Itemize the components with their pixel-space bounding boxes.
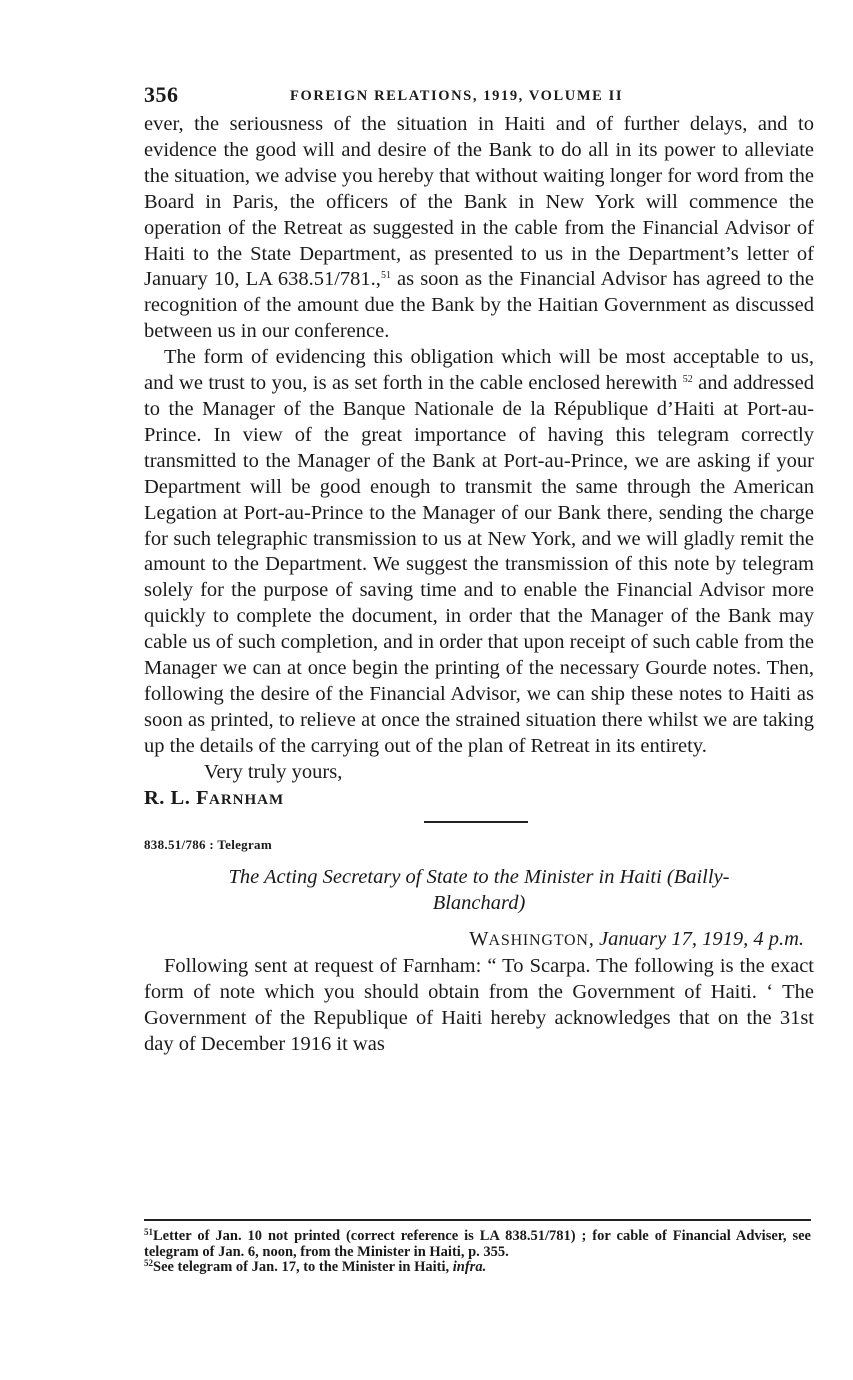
footnote-52-text: See telegram of Jan. 17, to the Minister in Haiti, bbox=[153, 1259, 453, 1275]
telegram-body bbox=[144, 954, 814, 1058]
document-page bbox=[144, 82, 814, 1058]
letter-paragraph-1-text: ever, the seriousness of the situation in Haiti and of further delays, and to evidence the good will and desire of the Bank to do all in its power to alleviate the situation, we advise you hereby that without waiting longer for word from the Board in Paris, the officers of the Bank in New York will commence the operation of the Retreat as suggested in the cable from the Financial Advisor of Haiti to the State Department, as presented to us in the Department’s letter of January 10, LA 638.51/781., bbox=[144, 113, 814, 291]
footnote-reference-51: 51 bbox=[380, 270, 391, 282]
signature-initials: R. L. F bbox=[144, 786, 209, 809]
running-head-title: FOREIGN RELATIONS, 1919, VOLUME II bbox=[290, 88, 624, 104]
telegram-heading bbox=[144, 865, 814, 916]
footnote-52-marker: 52 bbox=[144, 1258, 153, 1268]
footnote-reference-52: 52 bbox=[682, 374, 693, 386]
letter-paragraph-1-end: as soon as the Financial Advisor has agreed to the recognition of the amount due the Bank by the Haitian Government as discussed between us in our conference. bbox=[144, 268, 814, 343]
dateline-place-initial: W bbox=[469, 928, 489, 951]
footnote-52 bbox=[144, 1260, 811, 1276]
letter-closing: Very truly yours, bbox=[204, 760, 343, 783]
footnote-52-italic: infra. bbox=[452, 1259, 487, 1275]
footnote-51-text: Letter of Jan. 10 not printed (correct reference is LA 838.51/781) ; for cable of Financial Adviser, see telegram of Jan. 6, noon, from the Minister in Haiti, p. 355. bbox=[144, 1228, 811, 1260]
telegram-file-reference: 838.51/786 : Telegram bbox=[144, 837, 272, 853]
letter-paragraph-2-start: The form of evidencing this obligation which will be most acceptable to us, and we trust to you, is as set forth in the cable enclosed herewith bbox=[144, 346, 814, 395]
section-divider bbox=[424, 821, 528, 823]
page-number: 356 bbox=[144, 82, 179, 107]
footnote-51-marker: 51 bbox=[144, 1227, 153, 1237]
dateline-place: ASHINGTON bbox=[488, 932, 589, 950]
letter-paragraph-2-end: and addressed to the Manager of the Banque Nationale de la République d’Haiti at Port-au-Prince. In view of the great importance of having this telegram correctly transmitted to the Manager of the Bank at Port-au-Prince, we are asking if your Department will be good enough to transmit the same through the American Legation at Port-au-Prince to the Manager of our Bank there, sending the charge for such telegraphic transmission to us at New York, and we will gladly remit the amount to the Department. We suggest the transmission of this note by telegram solely for the purpose of saving time and to enable the Financial Advisor more quickly to complete the document, in order that the Manager of the Bank may cable us of such completion, and in order that upon receipt of such cable from the Manager we can at once begin the printing of the necessary Gourde notes. Then, following the desire of the Financial Advisor, we can ship these notes to Haiti as soon as printed, to relieve at once the strained situation there whilst we are taking up the details of the carrying out of the plan of Retreat in its entirety. bbox=[144, 372, 814, 757]
footnotes bbox=[144, 1229, 811, 1276]
dateline-date: , January 17, 1919, 4 p.m. bbox=[588, 928, 804, 951]
telegram-dateline bbox=[144, 926, 814, 954]
telegram-paragraph: Following sent at request of Farnham: “ To Scarpa. The following is the exact form of note which you should obtain from the Government of Haiti. ‘ The Government of the Republique of Haiti hereby acknowledges that on the 31st day of December 1916 it was bbox=[144, 955, 814, 1056]
telegram-heading-line-1: The Acting Secretary of State to the Minister in Haiti (Bailly- bbox=[228, 866, 730, 889]
letter-body bbox=[144, 112, 814, 813]
signature-surname: ARNHAM bbox=[209, 791, 285, 808]
letter-signature bbox=[144, 786, 814, 814]
footnote-rule bbox=[144, 1219, 811, 1221]
footnote-51 bbox=[144, 1229, 811, 1260]
letter-paragraph-2 bbox=[144, 345, 814, 760]
running-head bbox=[144, 82, 814, 110]
telegram-heading-line-2: Blanchard) bbox=[432, 891, 526, 914]
letter-paragraph-1 bbox=[144, 112, 814, 345]
